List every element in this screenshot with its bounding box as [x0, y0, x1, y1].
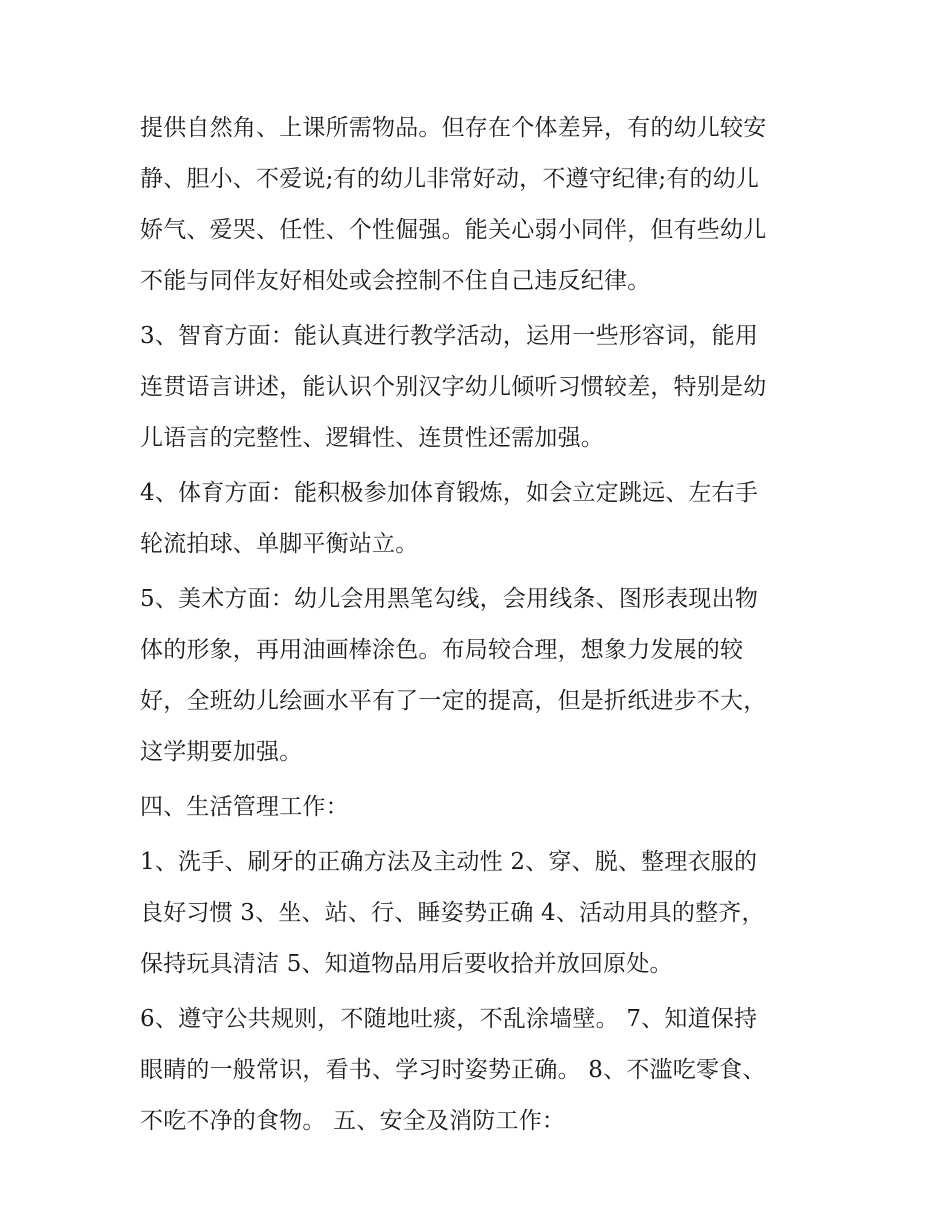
text-line: 保持玩具清洁 5、知道物品用后要收拾并放回原处。: [140, 951, 673, 977]
text-line: 连贯语言讲述，能认识个别汉字幼儿倾听习惯较差，特别是幼: [140, 374, 767, 400]
text-line: 好，全班幼儿绘画水平有了一定的提高，但是折纸进步不大，: [140, 688, 767, 714]
paragraph-physical: [140, 468, 830, 570]
text-line: 四、生活管理工作：: [140, 794, 349, 820]
paragraph-art: [140, 574, 830, 778]
paragraph-habits: [140, 837, 830, 990]
text-line: 娇气、爱哭、任性、个性倔强。能关心弱小同伴，但有些幼儿: [140, 217, 767, 243]
text-line: 3、智育方面：能认真进行教学活动，运用一些形容词，能用: [140, 323, 759, 349]
text-line: 良好习惯 3、坐、站、行、睡姿势正确 4、活动用具的整齐，: [140, 900, 765, 926]
paragraph-rules: [140, 994, 830, 1147]
text-line: 静、胆小、不爱说;有的幼儿非常好动，不遵守纪律;有的幼儿: [140, 166, 760, 192]
text-line: 5、美术方面：幼儿会用黑笔勾线，会用线条、图形表现出物: [140, 586, 759, 612]
paragraph-intellectual: [140, 311, 830, 464]
text-line: 1、洗手、刷牙的正确方法及主动性 2、穿、脱、整理衣服的: [140, 849, 758, 875]
paragraph-behavior: [140, 103, 830, 307]
text-line: 这学期要加强。: [140, 739, 303, 765]
text-line: 6、遵守公共规则，不随地吐痰，不乱涂墙壁。 7、知道保持: [140, 1006, 758, 1032]
text-line: 不吃不净的食物。 五、安全及消防工作：: [140, 1108, 566, 1134]
text-line: 4、体育方面：能积极参加体育锻炼，如会立定跳远、左右手: [140, 480, 759, 506]
section-heading-life-management: [140, 782, 830, 833]
text-line: 提供自然角、上课所需物品。但存在个体差异，有的幼儿较安: [140, 115, 767, 141]
document-body: [140, 103, 830, 1151]
text-line: 体的形象，再用油画棒涂色。布局较合理，想象力发展的较: [140, 637, 744, 663]
text-line: 儿语言的完整性、逻辑性、连贯性还需加强。: [140, 425, 604, 451]
text-line: 不能与同伴友好相处或会控制不住自己违反纪律。: [140, 268, 651, 294]
text-line: 眼睛的一般常识，看书、学习时姿势正确。 8、不滥吃零食、: [140, 1057, 766, 1083]
text-line: 轮流拍球、单脚平衡站立。: [140, 531, 419, 557]
